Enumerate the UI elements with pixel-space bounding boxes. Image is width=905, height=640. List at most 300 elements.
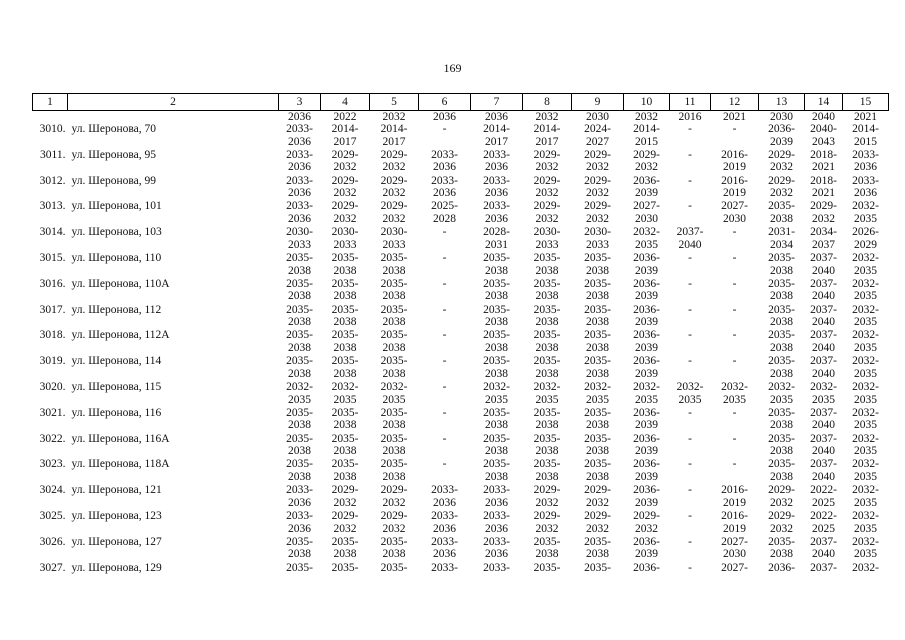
period-end (711, 471, 759, 484)
period-cell (805, 252, 843, 278)
period-end: 2040 (812, 290, 835, 303)
period-end: 2038 (770, 367, 793, 380)
period-cell (843, 355, 889, 381)
year-value: 2036 (288, 111, 311, 123)
period-end: 2039 (635, 341, 658, 354)
period-cell (670, 175, 711, 201)
period-end: 2034 (770, 238, 793, 251)
period-cell (370, 407, 419, 433)
period-end: 2036 (485, 548, 508, 561)
period-start: 2035- (331, 406, 359, 419)
period-end: 2032 (586, 522, 609, 535)
continuation-cell (843, 111, 889, 124)
period-end: 2038 (485, 445, 508, 458)
period-start: 2032- (852, 458, 879, 471)
period-cell (523, 407, 572, 433)
period-cell (805, 149, 843, 175)
period-end: 2038 (535, 290, 559, 303)
period-start: 2035- (380, 561, 408, 574)
year-value: 2030 (586, 111, 609, 123)
period-cell (321, 562, 370, 588)
table-row (33, 433, 889, 459)
period-cell (471, 458, 523, 484)
period-start: 2032- (852, 380, 879, 393)
address-cell: ул. Шеронова, 70 (71, 123, 156, 135)
period-cell (279, 536, 321, 562)
period-start: 2032- (852, 432, 879, 445)
period-start: - (442, 406, 447, 419)
period-end (711, 342, 759, 355)
period-cell (471, 562, 523, 588)
period-start: 2035- (286, 432, 313, 445)
period-cell (759, 458, 805, 484)
period-end: 2038 (333, 367, 357, 380)
period-cell (805, 562, 843, 588)
period-end (419, 419, 471, 432)
column-header-3: 3 (279, 94, 321, 111)
period-start: 2032- (533, 380, 561, 393)
table-row (33, 175, 889, 201)
period-start: 2035- (483, 406, 510, 419)
period-start: - (442, 277, 447, 290)
table-body (33, 111, 889, 588)
period-end: 2038 (333, 548, 357, 561)
table-row (33, 484, 889, 510)
period-end: 2036 (485, 212, 508, 225)
period-start: - (442, 251, 447, 264)
period-end: 2035 (485, 393, 508, 406)
period-start: 2035- (380, 535, 408, 548)
period-end: 2027 (586, 135, 609, 148)
period-end (419, 136, 471, 149)
period-cell (805, 355, 843, 381)
period-start: 2033- (483, 535, 510, 548)
period-start: 2035- (286, 355, 313, 368)
period-cell (624, 175, 670, 201)
period-start: 2032- (768, 380, 795, 393)
period-cell (419, 252, 471, 278)
period-cell (843, 433, 889, 459)
period-start: - (442, 355, 447, 368)
period-end: 2038 (288, 290, 311, 303)
period-start: 2035- (533, 277, 561, 290)
column-header-12: 12 (711, 94, 759, 111)
period-end: 2040 (812, 367, 835, 380)
table-row (33, 304, 889, 330)
period-start: 2035- (584, 535, 611, 548)
period-cell (670, 510, 711, 536)
address-cell: ул. Шеронова, 114 (71, 355, 162, 368)
period-start: 2035- (331, 432, 359, 445)
period-start: 2033- (852, 148, 879, 161)
period-end: 2039 (635, 367, 658, 380)
period-cell (370, 175, 419, 201)
row-number: 3023. (39, 458, 66, 471)
period-cell (419, 149, 471, 175)
period-end (711, 445, 759, 458)
period-start: 2029- (584, 174, 611, 187)
period-cell (523, 458, 572, 484)
period-start: 2035- (483, 251, 510, 264)
period-start: 2035- (483, 303, 510, 316)
row-number: 3010. (39, 123, 66, 135)
period-end: 2028 (433, 212, 456, 225)
period-cell (805, 226, 843, 252)
period-end: 2038 (288, 548, 311, 561)
period-cell (523, 252, 572, 278)
period-start: 2037- (810, 251, 837, 264)
column-header-11: 11 (670, 94, 711, 111)
period-start: 2035- (533, 251, 561, 264)
period-end: 2038 (485, 290, 508, 303)
period-start: 2027- (721, 561, 748, 574)
period-start: 2018- (810, 148, 837, 161)
period-end: 2032 (770, 187, 793, 200)
period-start: 2035- (286, 535, 313, 548)
period-cell (670, 458, 711, 484)
period-end: 2036 (485, 161, 508, 174)
period-cell (419, 200, 471, 226)
period-cell (370, 304, 419, 330)
period-start: - (732, 123, 737, 135)
period-end: 2019 (723, 496, 746, 509)
period-start: - (688, 509, 692, 522)
period-end: 2036 (288, 187, 311, 200)
period-end: 2039 (770, 135, 793, 148)
period-cell (711, 175, 759, 201)
period-start: 2035- (584, 355, 611, 368)
period-end: 2038 (382, 445, 406, 458)
period-cell (321, 304, 370, 330)
period-cell (419, 433, 471, 459)
period-end: 2038 (770, 341, 793, 354)
period-start: - (688, 200, 692, 213)
period-cell (572, 484, 624, 510)
period-cell (471, 175, 523, 201)
period-start: 2029- (768, 509, 795, 522)
address-cell: ул. Шеронова, 103 (71, 226, 162, 239)
period-cell (370, 200, 419, 226)
period-end (711, 574, 759, 587)
period-start: - (688, 148, 692, 161)
period-cell (321, 252, 370, 278)
period-end: 2036 (433, 187, 456, 200)
period-end: 2035 (382, 393, 406, 406)
period-start: 2032- (852, 251, 879, 264)
period-cell (471, 484, 523, 510)
period-cell (321, 123, 370, 149)
period-cell (572, 536, 624, 562)
period-cell (523, 355, 572, 381)
row-number: 3014. (39, 226, 66, 239)
period-end: 2038 (288, 316, 311, 329)
period-cell (624, 123, 670, 149)
period-cell (670, 226, 711, 252)
column-header-8: 8 (523, 94, 572, 111)
period-end (670, 419, 711, 432)
period-cell (711, 304, 759, 330)
period-start: 2036- (633, 277, 660, 290)
period-cell (279, 355, 321, 381)
period-end: 2038 (770, 264, 793, 277)
address-cell: ул. Шеронова, 121 (71, 484, 162, 497)
period-start: 2032- (331, 380, 359, 393)
period-cell (572, 458, 624, 484)
period-cell (759, 200, 805, 226)
period-start: - (442, 123, 447, 135)
period-end: 2035 (854, 316, 877, 329)
period-cell (624, 458, 670, 484)
year-value: 2016 (678, 111, 702, 123)
period-start: 2032- (633, 380, 660, 393)
period-cell (711, 484, 759, 510)
period-end: 2038 (333, 290, 357, 303)
period-end: 2017 (535, 135, 559, 148)
period-start: - (688, 355, 692, 368)
period-end: 2017 (382, 135, 406, 148)
period-cell (572, 381, 624, 407)
period-cell (624, 510, 670, 536)
period-start: 2035- (331, 355, 359, 368)
period-cell (759, 175, 805, 201)
period-start: 2033- (483, 509, 510, 522)
period-cell (471, 278, 523, 304)
period-cell (670, 329, 711, 355)
period-end: 2038 (382, 470, 406, 483)
period-cell (321, 381, 370, 407)
period-end: 2025 (812, 496, 835, 509)
period-start: - (688, 561, 692, 574)
period-end: 2039 (635, 316, 658, 329)
period-cell (321, 329, 370, 355)
period-start: 2037- (810, 303, 837, 316)
period-end: 2038 (535, 341, 559, 354)
period-cell (370, 536, 419, 562)
period-start: 2035- (286, 303, 313, 316)
period-end: 2038 (586, 316, 609, 329)
period-start: - (688, 174, 692, 187)
period-start: 2037- (676, 226, 704, 239)
period-cell (711, 510, 759, 536)
period-end: 2038 (586, 470, 609, 483)
period-cell (279, 510, 321, 536)
year-value: 2036 (433, 111, 456, 123)
period-start: 2030- (331, 226, 359, 239)
period-end: 2038 (333, 316, 357, 329)
period-start: 2033- (286, 484, 313, 497)
address-cell: ул. Шеронова, 118А (71, 458, 170, 471)
period-end: 2040 (812, 419, 835, 432)
period-end: 2019 (723, 161, 746, 174)
period-cell (419, 226, 471, 252)
period-start: 2033- (431, 509, 458, 522)
period-end (572, 574, 624, 587)
period-end: 2038 (485, 316, 508, 329)
period-start: 2036- (768, 123, 795, 135)
period-cell (523, 536, 572, 562)
period-end: 2038 (770, 548, 793, 561)
period-end: 2036 (485, 187, 508, 200)
period-end (711, 265, 759, 278)
period-start: 2035- (584, 432, 611, 445)
year-value: 2021 (723, 111, 746, 123)
continuation-cell (711, 111, 759, 124)
address-cell: ул. Шеронова, 116А (71, 432, 170, 445)
period-end (523, 574, 572, 587)
period-end: 2038 (333, 264, 357, 277)
period-cell (843, 407, 889, 433)
period-cell (321, 149, 370, 175)
period-start: 2029- (810, 200, 837, 213)
period-start: 2027- (721, 535, 748, 548)
period-start: 2037- (810, 277, 837, 290)
period-cell (670, 278, 711, 304)
column-header-13: 13 (759, 94, 805, 111)
period-end (471, 574, 523, 587)
period-end: 2036 (485, 496, 508, 509)
row-number: 3013. (39, 200, 66, 213)
period-end (670, 574, 711, 587)
period-cell (471, 407, 523, 433)
period-start: 2032- (810, 380, 837, 393)
table-row (33, 149, 889, 175)
period-start: 2035- (584, 277, 611, 290)
period-cell (419, 175, 471, 201)
period-cell (711, 562, 759, 588)
address-cell: ул. Шеронова, 101 (71, 200, 162, 213)
period-start: 2036- (633, 458, 660, 471)
period-cell (321, 278, 370, 304)
period-end (670, 471, 711, 484)
period-end (670, 548, 711, 561)
row-number: 3012. (39, 174, 66, 187)
period-end: 2038 (382, 316, 406, 329)
period-cell (572, 304, 624, 330)
period-cell (370, 484, 419, 510)
period-cell (843, 278, 889, 304)
period-end: 2038 (333, 419, 357, 432)
period-end (321, 574, 370, 587)
period-end: 2032 (586, 496, 609, 509)
period-cell (321, 484, 370, 510)
period-cell (419, 510, 471, 536)
period-cell (279, 278, 321, 304)
year-value: 2032 (535, 111, 559, 123)
period-start: - (732, 226, 737, 239)
period-end: 2040 (812, 316, 835, 329)
period-end: 2038 (288, 445, 311, 458)
period-start: - (442, 380, 447, 393)
continuation-cell (471, 111, 523, 124)
period-start: 2032- (852, 561, 879, 574)
period-start: - (732, 277, 737, 290)
period-start: 2026- (852, 226, 879, 239)
period-end (670, 316, 711, 329)
period-cell (321, 200, 370, 226)
period-cell (321, 510, 370, 536)
period-start: 2029- (633, 509, 660, 522)
table-row (33, 329, 889, 355)
period-cell (624, 200, 670, 226)
period-start: 2032- (852, 303, 879, 316)
period-end: 2032 (333, 522, 357, 535)
period-cell (805, 175, 843, 201)
row-number: 3026. (39, 535, 66, 548)
period-end: 2032 (382, 187, 406, 200)
period-end: 2038 (535, 419, 559, 432)
period-start: - (732, 303, 737, 316)
period-cell (419, 123, 471, 149)
period-end: 2036 (433, 496, 456, 509)
period-end: 2035 (854, 548, 877, 561)
period-end: 2032 (770, 522, 793, 535)
period-start: 2033- (431, 535, 458, 548)
period-end: 2038 (382, 290, 406, 303)
period-cell (759, 252, 805, 278)
period-cell (670, 536, 711, 562)
period-start: 2033- (431, 148, 458, 161)
period-cell (843, 123, 889, 149)
period-start: 2016- (721, 174, 748, 187)
period-start: 2035- (533, 406, 561, 419)
period-cell (805, 278, 843, 304)
period-cell (523, 381, 572, 407)
period-start: 2035- (380, 432, 408, 445)
period-cell (370, 329, 419, 355)
period-cell (321, 355, 370, 381)
period-end: 2035 (854, 522, 877, 535)
period-end: 2032 (770, 161, 793, 174)
period-end: 2032 (535, 212, 559, 225)
period-cell (624, 484, 670, 510)
period-end: 2036 (433, 522, 456, 535)
period-start: 2032- (852, 484, 879, 497)
year-value: 2030 (770, 111, 793, 123)
period-start: 2036- (633, 406, 660, 419)
period-start: - (442, 458, 447, 471)
row-number: 3018. (39, 329, 66, 342)
period-start: 2032- (676, 380, 704, 393)
period-cell (279, 562, 321, 588)
period-end (419, 342, 471, 355)
period-start: 2032- (721, 380, 748, 393)
period-cell (843, 304, 889, 330)
period-end: 2036 (288, 161, 311, 174)
period-cell (419, 329, 471, 355)
period-start: 2037- (810, 458, 837, 471)
period-start: 2033- (286, 200, 313, 213)
period-end: 2021 (812, 187, 835, 200)
year-value: 2036 (485, 111, 508, 123)
period-cell (279, 329, 321, 355)
period-end: 2035 (854, 393, 877, 406)
period-start: 2016- (721, 148, 748, 161)
period-start: 2033- (852, 174, 879, 187)
period-end: 2036 (433, 161, 456, 174)
period-cell (419, 407, 471, 433)
period-end: 2040 (812, 548, 835, 561)
period-start: 2014- (483, 123, 510, 135)
period-start: 2035- (533, 561, 561, 574)
address-cell: ул. Шеронова, 95 (71, 148, 156, 161)
period-start: 2027- (633, 200, 660, 213)
period-end: 2038 (288, 367, 311, 380)
address-cell: ул. Шеронова, 115 (71, 380, 162, 393)
period-end: 2040 (812, 341, 835, 354)
period-start: - (688, 484, 692, 497)
period-cell (572, 278, 624, 304)
period-start: 2035- (533, 355, 561, 368)
